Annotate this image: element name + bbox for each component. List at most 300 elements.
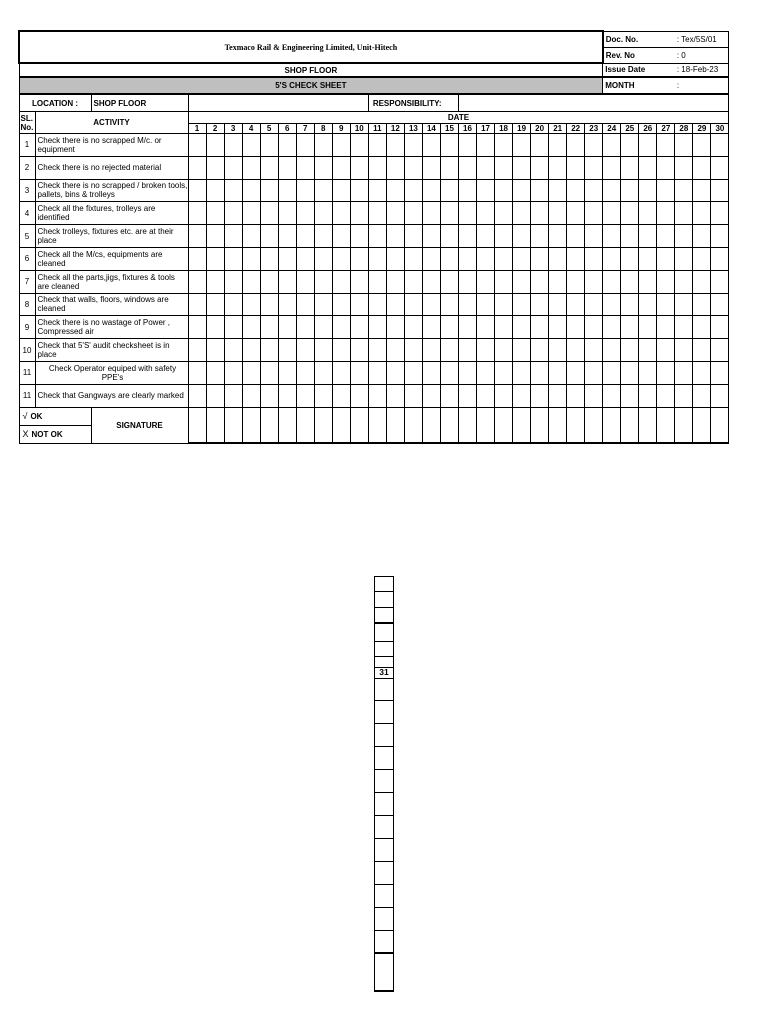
- signature-cell[interactable]: [206, 407, 224, 443]
- check-cell[interactable]: [404, 202, 422, 225]
- signature-cell[interactable]: [549, 407, 567, 443]
- check-cell[interactable]: [585, 179, 603, 202]
- check-cell[interactable]: [531, 247, 549, 270]
- check-cell[interactable]: [585, 134, 603, 157]
- check-cell[interactable]: [422, 316, 440, 339]
- check-cell[interactable]: [350, 156, 368, 179]
- check-cell[interactable]: [188, 316, 206, 339]
- check-cell[interactable]: [513, 156, 531, 179]
- check-cell[interactable]: [477, 247, 495, 270]
- check-cell[interactable]: [639, 384, 657, 407]
- check-cell[interactable]: [675, 247, 693, 270]
- check-cell[interactable]: [495, 225, 513, 248]
- check-cell[interactable]: [603, 225, 621, 248]
- check-cell[interactable]: [531, 134, 549, 157]
- check-cell[interactable]: [224, 339, 242, 362]
- check-cell[interactable]: [657, 384, 675, 407]
- check-cell[interactable]: [531, 316, 549, 339]
- check-cell[interactable]: [422, 384, 440, 407]
- check-cell[interactable]: [567, 247, 585, 270]
- check-cell[interactable]: [549, 179, 567, 202]
- check-cell[interactable]: [531, 202, 549, 225]
- check-cell[interactable]: [440, 134, 458, 157]
- check-cell[interactable]: [657, 225, 675, 248]
- check-cell[interactable]: [206, 225, 224, 248]
- check-cell[interactable]: [260, 316, 278, 339]
- check-cell[interactable]: [567, 316, 585, 339]
- check-cell[interactable]: [711, 293, 729, 316]
- check-cell[interactable]: [531, 179, 549, 202]
- check-cell[interactable]: [314, 270, 332, 293]
- signature-cell[interactable]: [513, 407, 531, 443]
- check-cell[interactable]: [531, 293, 549, 316]
- check-cell[interactable]: [477, 225, 495, 248]
- check-cell[interactable]: [386, 179, 404, 202]
- check-cell[interactable]: [657, 156, 675, 179]
- check-cell[interactable]: [224, 384, 242, 407]
- check-cell[interactable]: [711, 270, 729, 293]
- check-cell[interactable]: [350, 384, 368, 407]
- check-cell[interactable]: [242, 339, 260, 362]
- check-cell[interactable]: [477, 270, 495, 293]
- check-cell[interactable]: [693, 339, 711, 362]
- check-cell[interactable]: [296, 361, 314, 384]
- check-cell[interactable]: [495, 361, 513, 384]
- check-cell[interactable]: [513, 225, 531, 248]
- check-cell[interactable]: [260, 202, 278, 225]
- signature-cell[interactable]: [386, 407, 404, 443]
- check-cell[interactable]: [621, 270, 639, 293]
- check-cell[interactable]: [693, 134, 711, 157]
- check-cell[interactable]: [458, 293, 476, 316]
- check-cell[interactable]: [368, 179, 386, 202]
- check-cell[interactable]: [332, 134, 350, 157]
- check-cell[interactable]: [350, 293, 368, 316]
- signature-cell[interactable]: [495, 407, 513, 443]
- signature-cell[interactable]: [531, 407, 549, 443]
- check-cell[interactable]: [693, 179, 711, 202]
- check-cell[interactable]: [585, 384, 603, 407]
- check-cell[interactable]: [531, 361, 549, 384]
- check-cell[interactable]: [621, 384, 639, 407]
- check-cell[interactable]: [711, 202, 729, 225]
- check-cell[interactable]: [278, 247, 296, 270]
- check-cell[interactable]: [603, 316, 621, 339]
- check-cell[interactable]: [567, 202, 585, 225]
- check-cell[interactable]: [386, 316, 404, 339]
- signature-cell[interactable]: [603, 407, 621, 443]
- check-cell[interactable]: [314, 316, 332, 339]
- check-cell[interactable]: [242, 361, 260, 384]
- check-cell[interactable]: [567, 134, 585, 157]
- check-cell[interactable]: [368, 202, 386, 225]
- check-cell[interactable]: [458, 270, 476, 293]
- check-cell[interactable]: [368, 339, 386, 362]
- check-cell[interactable]: [404, 179, 422, 202]
- check-cell[interactable]: [206, 384, 224, 407]
- check-cell[interactable]: [531, 156, 549, 179]
- check-cell[interactable]: [368, 134, 386, 157]
- check-cell[interactable]: [368, 361, 386, 384]
- check-cell[interactable]: [296, 156, 314, 179]
- check-cell[interactable]: [549, 339, 567, 362]
- check-cell[interactable]: [549, 384, 567, 407]
- check-cell[interactable]: [188, 202, 206, 225]
- check-cell[interactable]: [603, 156, 621, 179]
- check-cell[interactable]: [386, 202, 404, 225]
- check-cell[interactable]: [440, 316, 458, 339]
- check-cell[interactable]: [711, 316, 729, 339]
- check-cell[interactable]: [242, 156, 260, 179]
- signature-cell[interactable]: [711, 407, 729, 443]
- check-cell[interactable]: [513, 293, 531, 316]
- check-cell[interactable]: [567, 384, 585, 407]
- check-cell[interactable]: [458, 339, 476, 362]
- check-cell[interactable]: [458, 384, 476, 407]
- check-cell[interactable]: [621, 225, 639, 248]
- check-cell[interactable]: [278, 134, 296, 157]
- check-cell[interactable]: [657, 134, 675, 157]
- check-cell[interactable]: [224, 361, 242, 384]
- check-cell[interactable]: [368, 225, 386, 248]
- check-cell[interactable]: [693, 202, 711, 225]
- signature-cell[interactable]: [675, 407, 693, 443]
- check-cell[interactable]: [495, 384, 513, 407]
- check-cell[interactable]: [260, 247, 278, 270]
- check-cell[interactable]: [585, 361, 603, 384]
- check-cell[interactable]: [477, 316, 495, 339]
- check-cell[interactable]: [206, 156, 224, 179]
- check-cell[interactable]: [675, 202, 693, 225]
- check-cell[interactable]: [440, 179, 458, 202]
- check-cell[interactable]: [675, 156, 693, 179]
- check-cell[interactable]: [513, 384, 531, 407]
- check-cell[interactable]: [386, 293, 404, 316]
- check-cell[interactable]: [350, 202, 368, 225]
- check-cell[interactable]: [188, 225, 206, 248]
- check-cell[interactable]: [549, 202, 567, 225]
- check-cell[interactable]: [567, 293, 585, 316]
- check-cell[interactable]: [458, 134, 476, 157]
- check-cell[interactable]: [332, 316, 350, 339]
- check-cell[interactable]: [386, 156, 404, 179]
- check-cell[interactable]: [260, 134, 278, 157]
- signature-cell[interactable]: [639, 407, 657, 443]
- check-cell[interactable]: [386, 270, 404, 293]
- check-cell[interactable]: [278, 384, 296, 407]
- check-cell[interactable]: [404, 247, 422, 270]
- check-cell[interactable]: [675, 179, 693, 202]
- check-cell[interactable]: [549, 293, 567, 316]
- check-cell[interactable]: [549, 270, 567, 293]
- check-cell[interactable]: [675, 339, 693, 362]
- check-cell[interactable]: [242, 247, 260, 270]
- check-cell[interactable]: [278, 202, 296, 225]
- check-cell[interactable]: [585, 202, 603, 225]
- check-cell[interactable]: [531, 339, 549, 362]
- signature-cell[interactable]: [260, 407, 278, 443]
- check-cell[interactable]: [531, 270, 549, 293]
- check-cell[interactable]: [693, 361, 711, 384]
- check-cell[interactable]: [513, 361, 531, 384]
- check-cell[interactable]: [422, 225, 440, 248]
- check-cell[interactable]: [495, 316, 513, 339]
- check-cell[interactable]: [422, 247, 440, 270]
- check-cell[interactable]: [350, 270, 368, 293]
- signature-cell[interactable]: [224, 407, 242, 443]
- check-cell[interactable]: [495, 247, 513, 270]
- check-cell[interactable]: [585, 270, 603, 293]
- check-cell[interactable]: [585, 339, 603, 362]
- check-cell[interactable]: [224, 316, 242, 339]
- check-cell[interactable]: [585, 156, 603, 179]
- check-cell[interactable]: [188, 339, 206, 362]
- check-cell[interactable]: [639, 316, 657, 339]
- check-cell[interactable]: [513, 202, 531, 225]
- check-cell[interactable]: [639, 156, 657, 179]
- signature-cell[interactable]: [477, 407, 495, 443]
- check-cell[interactable]: [314, 247, 332, 270]
- check-cell[interactable]: [422, 134, 440, 157]
- check-cell[interactable]: [675, 316, 693, 339]
- check-cell[interactable]: [495, 134, 513, 157]
- check-cell[interactable]: [368, 247, 386, 270]
- check-cell[interactable]: [350, 316, 368, 339]
- check-cell[interactable]: [585, 225, 603, 248]
- check-cell[interactable]: [314, 361, 332, 384]
- check-cell[interactable]: [639, 293, 657, 316]
- check-cell[interactable]: [513, 316, 531, 339]
- check-cell[interactable]: [206, 361, 224, 384]
- check-cell[interactable]: [657, 339, 675, 362]
- check-cell[interactable]: [296, 316, 314, 339]
- check-cell[interactable]: [585, 316, 603, 339]
- check-cell[interactable]: [242, 134, 260, 157]
- check-cell[interactable]: [332, 270, 350, 293]
- check-cell[interactable]: [657, 316, 675, 339]
- check-cell[interactable]: [693, 293, 711, 316]
- check-cell[interactable]: [404, 316, 422, 339]
- check-cell[interactable]: [314, 384, 332, 407]
- check-cell[interactable]: [386, 225, 404, 248]
- check-cell[interactable]: [242, 384, 260, 407]
- check-cell[interactable]: [567, 179, 585, 202]
- signature-cell[interactable]: [440, 407, 458, 443]
- check-cell[interactable]: [206, 293, 224, 316]
- check-cell[interactable]: [693, 384, 711, 407]
- check-cell[interactable]: [458, 179, 476, 202]
- check-cell[interactable]: [278, 316, 296, 339]
- check-cell[interactable]: [675, 225, 693, 248]
- check-cell[interactable]: [458, 202, 476, 225]
- check-cell[interactable]: [224, 247, 242, 270]
- check-cell[interactable]: [693, 316, 711, 339]
- check-cell[interactable]: [422, 270, 440, 293]
- check-cell[interactable]: [332, 361, 350, 384]
- check-cell[interactable]: [603, 179, 621, 202]
- check-cell[interactable]: [278, 179, 296, 202]
- check-cell[interactable]: [657, 247, 675, 270]
- check-cell[interactable]: [711, 339, 729, 362]
- check-cell[interactable]: [621, 247, 639, 270]
- check-cell[interactable]: [495, 156, 513, 179]
- check-cell[interactable]: [368, 384, 386, 407]
- check-cell[interactable]: [404, 339, 422, 362]
- check-cell[interactable]: [458, 225, 476, 248]
- signature-cell[interactable]: [422, 407, 440, 443]
- check-cell[interactable]: [260, 156, 278, 179]
- check-cell[interactable]: [422, 361, 440, 384]
- check-cell[interactable]: [260, 225, 278, 248]
- check-cell[interactable]: [242, 225, 260, 248]
- check-cell[interactable]: [477, 134, 495, 157]
- check-cell[interactable]: [513, 134, 531, 157]
- check-cell[interactable]: [693, 225, 711, 248]
- check-cell[interactable]: [350, 339, 368, 362]
- check-cell[interactable]: [350, 134, 368, 157]
- signature-cell[interactable]: [314, 407, 332, 443]
- check-cell[interactable]: [224, 134, 242, 157]
- check-cell[interactable]: [693, 247, 711, 270]
- check-cell[interactable]: [603, 339, 621, 362]
- check-cell[interactable]: [675, 361, 693, 384]
- check-cell[interactable]: [314, 202, 332, 225]
- check-cell[interactable]: [657, 270, 675, 293]
- check-cell[interactable]: [314, 339, 332, 362]
- check-cell[interactable]: [639, 361, 657, 384]
- signature-cell[interactable]: [242, 407, 260, 443]
- check-cell[interactable]: [224, 225, 242, 248]
- check-cell[interactable]: [422, 339, 440, 362]
- check-cell[interactable]: [693, 156, 711, 179]
- check-cell[interactable]: [675, 384, 693, 407]
- check-cell[interactable]: [711, 179, 729, 202]
- check-cell[interactable]: [675, 270, 693, 293]
- check-cell[interactable]: [278, 270, 296, 293]
- signature-cell[interactable]: [567, 407, 585, 443]
- check-cell[interactable]: [621, 361, 639, 384]
- signature-cell[interactable]: [332, 407, 350, 443]
- check-cell[interactable]: [206, 339, 224, 362]
- check-cell[interactable]: [513, 270, 531, 293]
- check-cell[interactable]: [386, 134, 404, 157]
- check-cell[interactable]: [621, 293, 639, 316]
- check-cell[interactable]: [188, 247, 206, 270]
- check-cell[interactable]: [278, 156, 296, 179]
- check-cell[interactable]: [711, 247, 729, 270]
- check-cell[interactable]: [621, 134, 639, 157]
- check-cell[interactable]: [404, 270, 422, 293]
- check-cell[interactable]: [206, 134, 224, 157]
- check-cell[interactable]: [296, 384, 314, 407]
- check-cell[interactable]: [711, 156, 729, 179]
- check-cell[interactable]: [386, 361, 404, 384]
- check-cell[interactable]: [603, 293, 621, 316]
- check-cell[interactable]: [440, 339, 458, 362]
- check-cell[interactable]: [404, 225, 422, 248]
- signature-cell[interactable]: [458, 407, 476, 443]
- check-cell[interactable]: [440, 270, 458, 293]
- check-cell[interactable]: [440, 247, 458, 270]
- check-cell[interactable]: [639, 202, 657, 225]
- check-cell[interactable]: [477, 361, 495, 384]
- check-cell[interactable]: [314, 156, 332, 179]
- check-cell[interactable]: [206, 316, 224, 339]
- check-cell[interactable]: [188, 134, 206, 157]
- check-cell[interactable]: [188, 156, 206, 179]
- check-cell[interactable]: [477, 339, 495, 362]
- signature-cell[interactable]: [188, 407, 206, 443]
- check-cell[interactable]: [242, 316, 260, 339]
- check-cell[interactable]: [621, 179, 639, 202]
- check-cell[interactable]: [639, 339, 657, 362]
- check-cell[interactable]: [368, 293, 386, 316]
- check-cell[interactable]: [314, 179, 332, 202]
- check-cell[interactable]: [495, 270, 513, 293]
- check-cell[interactable]: [549, 225, 567, 248]
- check-cell[interactable]: [350, 361, 368, 384]
- check-cell[interactable]: [693, 270, 711, 293]
- check-cell[interactable]: [332, 202, 350, 225]
- check-cell[interactable]: [639, 179, 657, 202]
- check-cell[interactable]: [639, 270, 657, 293]
- check-cell[interactable]: [639, 247, 657, 270]
- check-cell[interactable]: [477, 384, 495, 407]
- check-cell[interactable]: [386, 339, 404, 362]
- check-cell[interactable]: [188, 293, 206, 316]
- check-cell[interactable]: [350, 225, 368, 248]
- check-cell[interactable]: [278, 339, 296, 362]
- check-cell[interactable]: [242, 270, 260, 293]
- check-cell[interactable]: [332, 384, 350, 407]
- check-cell[interactable]: [603, 202, 621, 225]
- check-cell[interactable]: [350, 247, 368, 270]
- check-cell[interactable]: [260, 179, 278, 202]
- check-cell[interactable]: [477, 202, 495, 225]
- check-cell[interactable]: [477, 179, 495, 202]
- signature-cell[interactable]: [621, 407, 639, 443]
- check-cell[interactable]: [224, 270, 242, 293]
- check-cell[interactable]: [549, 361, 567, 384]
- check-cell[interactable]: [621, 202, 639, 225]
- check-cell[interactable]: [296, 247, 314, 270]
- check-cell[interactable]: [458, 361, 476, 384]
- check-cell[interactable]: [513, 339, 531, 362]
- check-cell[interactable]: [224, 179, 242, 202]
- check-cell[interactable]: [711, 225, 729, 248]
- check-cell[interactable]: [224, 293, 242, 316]
- check-cell[interactable]: [440, 384, 458, 407]
- check-cell[interactable]: [260, 270, 278, 293]
- check-cell[interactable]: [260, 339, 278, 362]
- check-cell[interactable]: [440, 202, 458, 225]
- check-cell[interactable]: [260, 361, 278, 384]
- check-cell[interactable]: [260, 384, 278, 407]
- check-cell[interactable]: [440, 156, 458, 179]
- check-cell[interactable]: [549, 156, 567, 179]
- check-cell[interactable]: [314, 293, 332, 316]
- check-cell[interactable]: [296, 293, 314, 316]
- check-cell[interactable]: [296, 134, 314, 157]
- check-cell[interactable]: [458, 247, 476, 270]
- check-cell[interactable]: [549, 134, 567, 157]
- check-cell[interactable]: [585, 293, 603, 316]
- check-cell[interactable]: [603, 361, 621, 384]
- check-cell[interactable]: [386, 247, 404, 270]
- check-cell[interactable]: [567, 270, 585, 293]
- check-cell[interactable]: [657, 202, 675, 225]
- check-cell[interactable]: [296, 179, 314, 202]
